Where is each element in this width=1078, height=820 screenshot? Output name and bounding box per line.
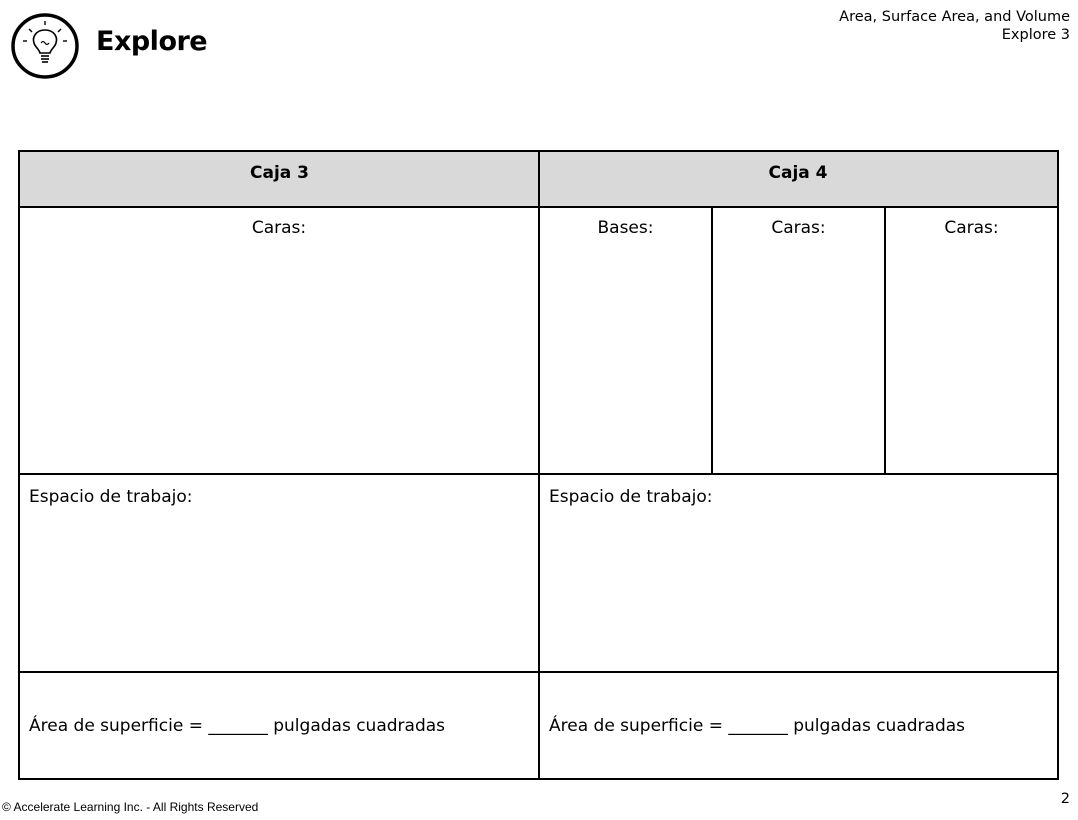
lesson-label: Explore 3 bbox=[1001, 27, 1070, 43]
copyright-text: © Accelerate Learning Inc. - All Rights Reserved bbox=[2, 800, 259, 814]
box4-faces-cell-1 bbox=[713, 208, 884, 473]
box3-surface-area-label: Área de superficie = _______ pulgadas cuadradas bbox=[29, 715, 446, 736]
box3-surface-area-cell bbox=[20, 673, 538, 778]
box3-workspace-label: Espacio de trabajo: bbox=[29, 487, 193, 507]
header-info bbox=[839, 8, 1070, 44]
unit-title: Area, Surface Area, and Volume bbox=[839, 9, 1070, 25]
box3-faces-cell bbox=[20, 208, 538, 473]
worksheet-table bbox=[18, 150, 1059, 780]
box3-workspace-cell bbox=[20, 475, 538, 671]
box3-heading: Caja 3 bbox=[250, 163, 309, 183]
section-title: Explore bbox=[96, 26, 208, 57]
box3-heading-cell bbox=[20, 152, 539, 207]
box4-faces-cell-2 bbox=[886, 208, 1057, 473]
box4-bases-label: Bases: bbox=[597, 218, 654, 238]
box4-surface-area-label: Área de superficie = _______ pulgadas cuadradas bbox=[549, 715, 966, 736]
box3-faces-label: Caras: bbox=[251, 218, 307, 238]
box4-bases-cell bbox=[540, 208, 711, 473]
box4-surface-area-cell bbox=[540, 673, 1057, 778]
box4-workspace-label: Espacio de trabajo: bbox=[549, 487, 713, 507]
box4-faces-label-1: Caras: bbox=[771, 218, 826, 238]
box4-faces-label-2: Caras: bbox=[944, 218, 999, 238]
box4-workspace-cell bbox=[540, 475, 1057, 671]
lightbulb-icon bbox=[10, 12, 80, 80]
box4-heading-cell bbox=[539, 152, 1057, 207]
box4-heading: Caja 4 bbox=[768, 163, 828, 183]
page-number: 2 bbox=[1060, 791, 1070, 807]
